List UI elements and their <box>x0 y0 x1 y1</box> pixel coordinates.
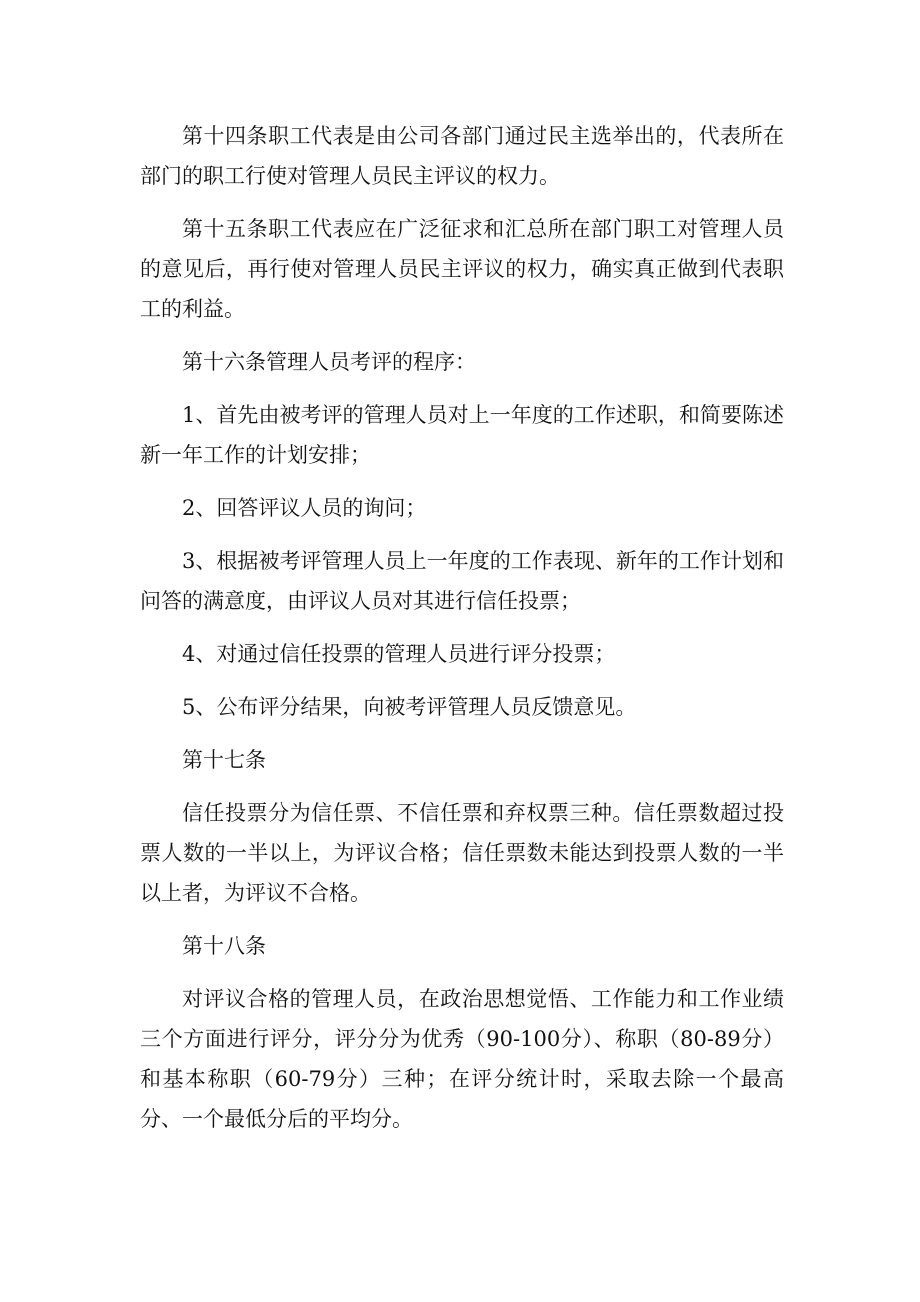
procedure-item-4: 4、对通过信任投票的管理人员进行评分投票； <box>182 642 616 666</box>
procedure-item-2: 2、回答评议人员的询问； <box>182 496 427 520</box>
article-16-heading: 第十六条管理人员考评的程序： <box>182 350 476 374</box>
article-18-heading: 第十八条 <box>182 934 266 958</box>
article-14-paragraph: 第十四条职工代表是由公司各部门通过民主选举出的，代表所在部门的职工行使对管理人员民主评议的权力。 <box>140 124 784 188</box>
article-17-paragraph: 信任投票分为信任票、不信任票和弃权票三种。信任票数超过投票人数的一半以上，为评议合格；信任票数未能达到投票人数的一半以上者，为评议不合格。 <box>140 801 784 905</box>
article-18-paragraph: 对评议合格的管理人员，在政治思想觉悟、工作能力和工作业绩三个方面进行评分，评分分为优秀（90-100分）、称职（80-89分）和基本称职（60-79分）三种；在评分统计时，采取去除一个最高分、一个最低分后的平均分。 <box>140 987 784 1131</box>
document-body <box>140 116 784 1152</box>
article-17-heading: 第十七条 <box>182 748 266 772</box>
procedure-item-1: 1、首先由被考评的管理人员对上一年度的工作述职，和简要陈述新一年工作的计划安排； <box>140 403 784 467</box>
procedure-item-5: 5、公布评分结果，向被考评管理人员反馈意见。 <box>182 695 637 719</box>
procedure-item-3: 3、根据被考评管理人员上一年度的工作表现、新年的工作计划和问答的满意度，由评议人员对其进行信任投票； <box>140 549 784 613</box>
article-15-paragraph: 第十五条职工代表应在广泛征求和汇总所在部门职工对管理人员的意见后，再行使对管理人员民主评议的权力，确实真正做到代表职工的利益。 <box>140 217 784 321</box>
